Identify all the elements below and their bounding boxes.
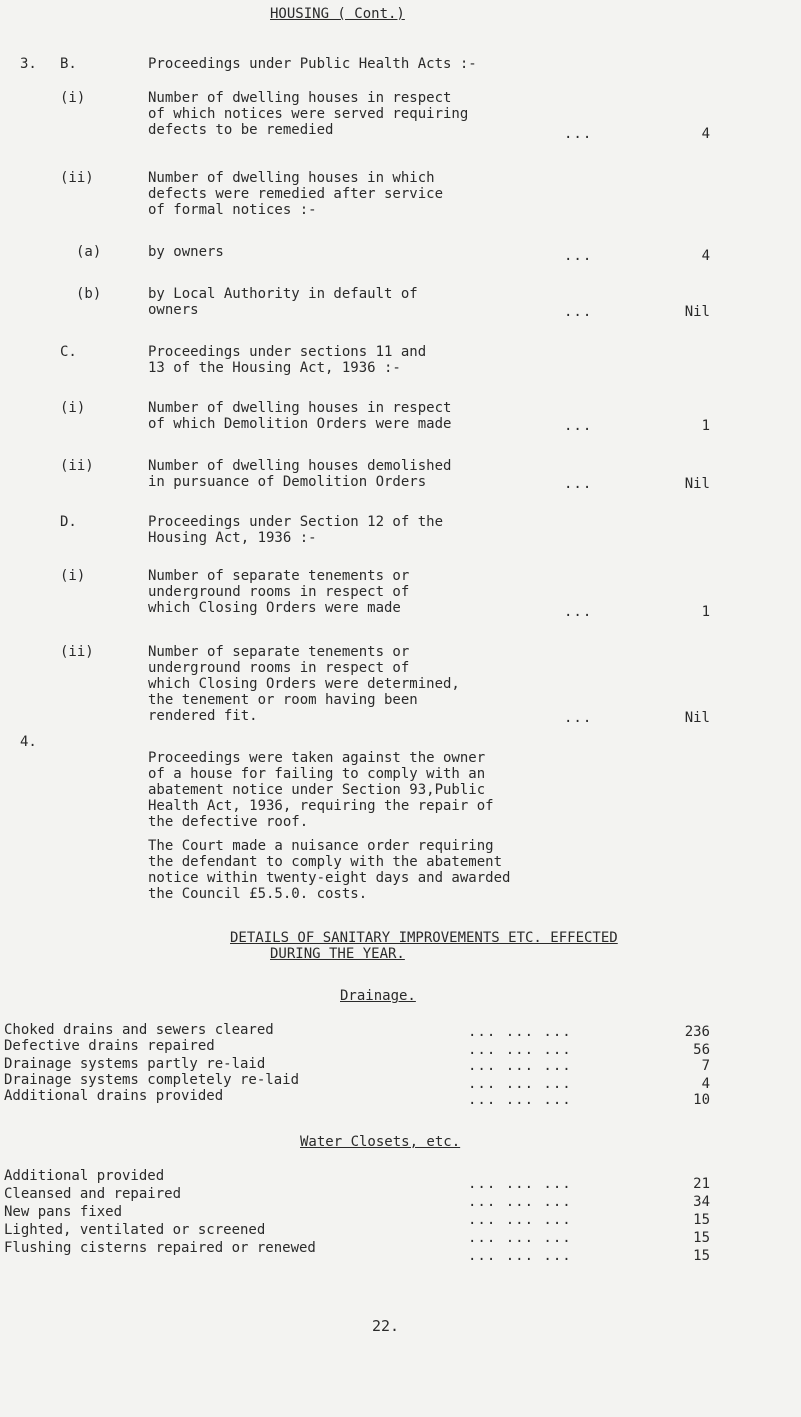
leader-dots: ... ... ...: [468, 1024, 572, 1040]
list-item-value: 56: [693, 1042, 710, 1058]
list-item-value: 236: [684, 1024, 710, 1040]
item-text: Number of separate tenements or underground rooms in respect of which Closing Orders were determined, the tenement or room having been rendered fit.: [148, 644, 460, 724]
item-label: (ii): [60, 644, 94, 660]
leader-dots: ... ... ...: [468, 1092, 572, 1108]
section-number-4: 4.: [20, 734, 37, 750]
list-item-value: 15: [693, 1230, 710, 1246]
water-closets-heading: Water Closets, etc.: [300, 1134, 461, 1150]
list-item-label: Drainage systems partly re-laid: [4, 1056, 266, 1072]
section-4-paragraph-2: The Court made a nuisance order requiring the defendant to comply with the abatement notice within twenty-eight days and awarded the Council £5.5.0. costs.: [148, 838, 511, 902]
item-text: Number of separate tenements or underground rooms in respect of which Closing Orders were made: [148, 568, 410, 616]
section-b-heading: Proceedings under Public Health Acts :-: [148, 56, 477, 72]
list-item-label: Flushing cisterns repaired or renewed: [4, 1240, 316, 1256]
list-item-value: 4: [701, 1076, 710, 1092]
list-item-value: 34: [693, 1194, 710, 1210]
item-label: (i): [60, 90, 86, 106]
leader-dots: ... ... ...: [468, 1176, 572, 1192]
item-value: 4: [701, 248, 710, 264]
item-value: 1: [701, 418, 710, 434]
list-item-value: 21: [693, 1176, 710, 1192]
list-item-label: Choked drains and sewers cleared: [4, 1022, 274, 1038]
item-value: 1: [701, 604, 710, 620]
item-text: by Local Authority in default of owners: [148, 286, 418, 318]
page-number: 22.: [372, 1317, 400, 1335]
list-item-value: 10: [693, 1092, 710, 1108]
item-label: (ii): [60, 170, 94, 186]
item-label: (i): [60, 400, 86, 416]
section-d-heading: Proceedings under Section 12 of the Housing Act, 1936 :-: [148, 514, 444, 546]
leader-dots: ... ... ...: [468, 1042, 572, 1058]
item-label: (b): [76, 286, 102, 302]
leader-dots: ...: [564, 476, 593, 492]
item-text: Number of dwelling houses in which defects were remedied after service of formal notices :-: [148, 170, 444, 218]
leader-dots: ...: [564, 126, 593, 142]
details-title-line-2: DURING THE YEAR.: [270, 946, 405, 962]
list-item-label: Additional provided: [4, 1168, 165, 1184]
details-title-line-1: DETAILS OF SANITARY IMPROVEMENTS ETC. EFFECTED: [230, 930, 618, 946]
list-item-label: New pans fixed: [4, 1204, 123, 1220]
leader-dots: ... ... ...: [468, 1212, 572, 1228]
list-item-label: Lighted, ventilated or screened: [4, 1222, 266, 1238]
leader-dots: ...: [564, 304, 593, 320]
item-value: 4: [701, 126, 710, 142]
section-number-3: 3.: [20, 56, 37, 72]
item-text: Number of dwelling houses demolished in pursuance of Demolition Orders: [148, 458, 452, 490]
section-letter-b: B.: [60, 56, 77, 72]
section-c-heading: Proceedings under sections 11 and 13 of the Housing Act, 1936 :-: [148, 344, 427, 376]
list-item-label: Drainage systems completely re-laid: [4, 1072, 300, 1088]
item-text: by owners: [148, 244, 224, 260]
leader-dots: ... ... ...: [468, 1230, 572, 1246]
list-item-value: 15: [693, 1248, 710, 1264]
list-item-label: Cleansed and repaired: [4, 1186, 182, 1202]
item-label: (a): [76, 244, 102, 260]
section-4-paragraph-1: Proceedings were taken against the owner of a house for failing to comply with an abatement notice under Section 93,Public Health Act, 1936, requiring the repair of the defective roof.: [148, 750, 494, 830]
leader-dots: ... ... ...: [468, 1076, 572, 1092]
list-item-value: 15: [693, 1212, 710, 1228]
page-title: HOUSING ( Cont.): [270, 6, 405, 22]
item-text: Number of dwelling houses in respect of which notices were served requiring defects to be remedied: [148, 90, 469, 138]
list-item-label: Defective drains repaired: [4, 1038, 215, 1054]
list-item-label: Additional drains provided: [4, 1088, 224, 1104]
item-label: (i): [60, 568, 86, 584]
leader-dots: ...: [564, 710, 593, 726]
leader-dots: ...: [564, 604, 593, 620]
leader-dots: ... ... ...: [468, 1058, 572, 1074]
item-value: Nil: [684, 304, 710, 320]
section-letter-d: D.: [60, 514, 77, 530]
leader-dots: ... ... ...: [468, 1194, 572, 1210]
item-text: Number of dwelling houses in respect of which Demolition Orders were made: [148, 400, 452, 432]
drainage-heading: Drainage.: [340, 988, 416, 1004]
leader-dots: ... ... ...: [468, 1248, 572, 1264]
item-value: Nil: [684, 710, 710, 726]
section-letter-c: C.: [60, 344, 77, 360]
leader-dots: ...: [564, 418, 593, 434]
leader-dots: ...: [564, 248, 593, 264]
item-label: (ii): [60, 458, 94, 474]
list-item-value: 7: [701, 1058, 710, 1074]
item-value: Nil: [684, 476, 710, 492]
